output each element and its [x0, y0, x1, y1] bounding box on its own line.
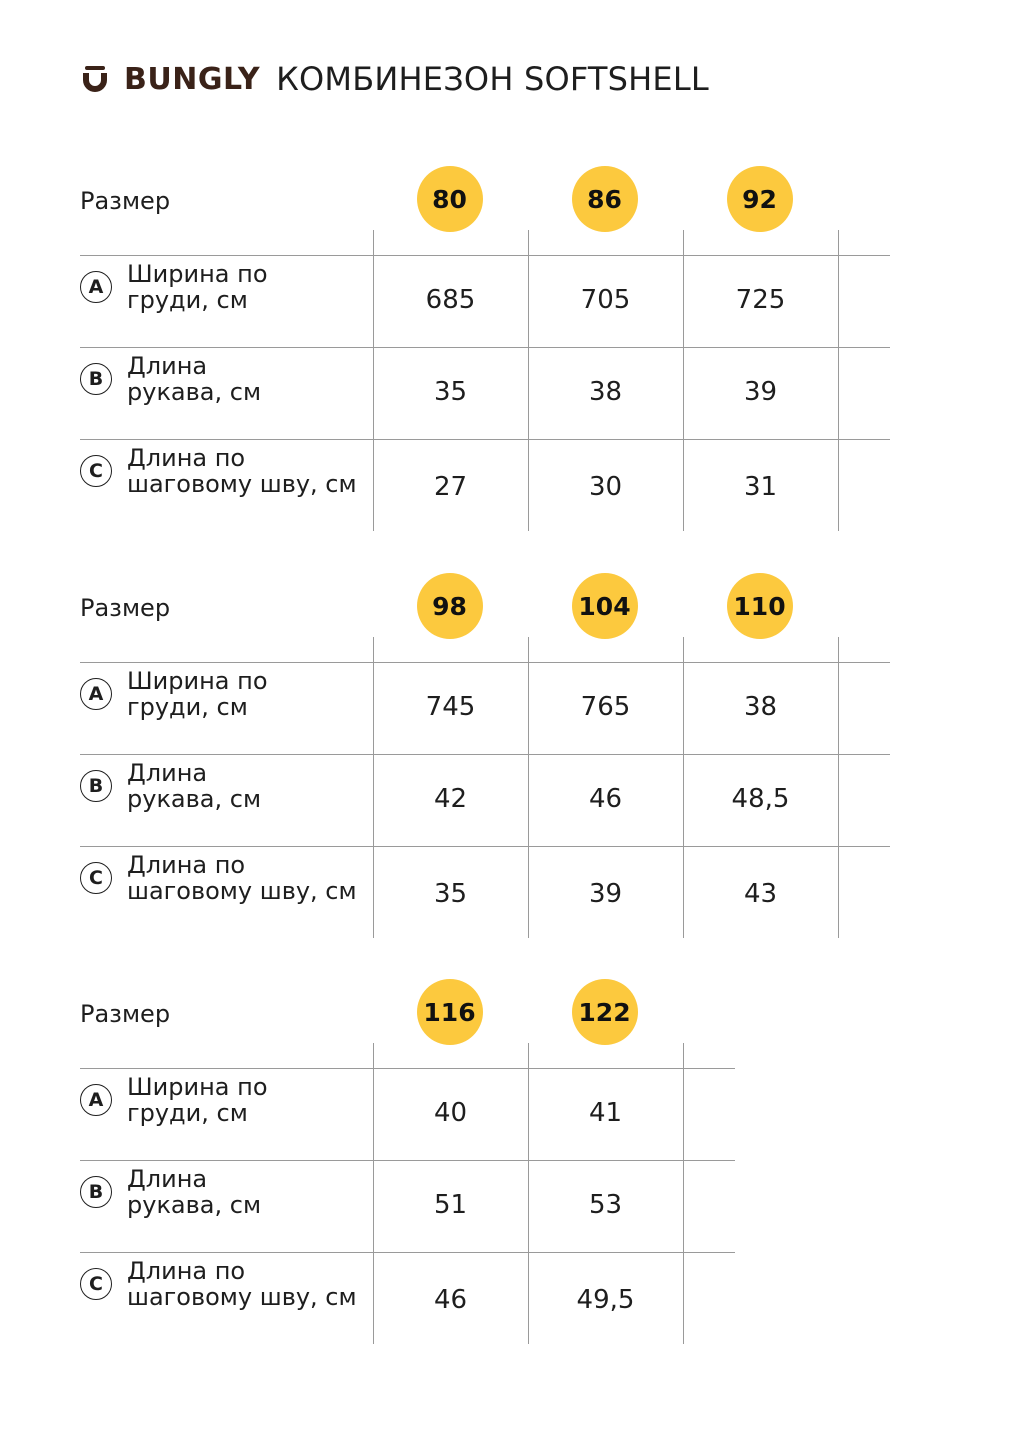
size-table-2 [80, 573, 930, 953]
grid-vline [838, 637, 839, 938]
row-label: Длина рукава, см [127, 352, 262, 406]
grid-hline [80, 1068, 735, 1069]
table-cell: 31 [743, 472, 778, 502]
row-label: Ширина по груди, см [127, 260, 268, 314]
row-marker-b: B [80, 1176, 112, 1208]
grid-hline [80, 255, 890, 256]
row-label: Длина по шаговому шву, см [127, 851, 357, 905]
row-marker-c: C [80, 862, 112, 894]
row-label: Ширина по груди, см [127, 1073, 268, 1127]
row-label: Длина рукава, см [127, 759, 262, 813]
row-label: Длина по шаговому шву, см [127, 444, 357, 498]
row-label: Длина рукава, см [127, 1165, 262, 1219]
grid-hline [80, 1252, 735, 1253]
grid-hline [80, 754, 890, 755]
smile-cup-icon [80, 64, 110, 94]
size-badge: 122 [572, 979, 638, 1045]
grid-hline [80, 846, 890, 847]
row-marker-a: A [80, 271, 112, 303]
size-badge: 110 [727, 573, 793, 639]
size-table-3 [80, 979, 930, 1359]
row-marker-b: B [80, 363, 112, 395]
table-cell: 27 [433, 472, 468, 502]
table-cell: 48,5 [731, 784, 790, 814]
table-cell: 685 [425, 285, 476, 315]
grid-vline [683, 1043, 684, 1344]
row-marker-a: A [80, 678, 112, 710]
page-header [80, 56, 709, 102]
table-cell: 46 [433, 1285, 468, 1315]
size-table-1 [80, 166, 930, 546]
brand-name: BUNGLY [124, 61, 261, 97]
table-cell: 705 [580, 285, 631, 315]
table-cell: 49,5 [576, 1285, 635, 1315]
row-marker-b: B [80, 770, 112, 802]
table-cell: 35 [433, 377, 468, 407]
table-cell: 39 [588, 879, 623, 909]
table-cell: 725 [735, 285, 786, 315]
grid-hline [80, 439, 890, 440]
table-cell: 40 [433, 1098, 468, 1128]
row-label: Длина по шаговому шву, см [127, 1257, 357, 1311]
table-cell: 30 [588, 472, 623, 502]
table-cell: 35 [433, 879, 468, 909]
grid-hline [80, 662, 890, 663]
size-badge: 92 [727, 166, 793, 232]
table-cell: 765 [580, 692, 631, 722]
table-cell: 43 [743, 879, 778, 909]
grid-vline [838, 230, 839, 531]
row-label: Ширина по груди, см [127, 667, 268, 721]
table-cell: 39 [743, 377, 778, 407]
size-badge: 86 [572, 166, 638, 232]
page-title: КОМБИНЕЗОН SOFTSHELL [276, 60, 709, 98]
grid-hline [80, 347, 890, 348]
table-cell: 51 [433, 1190, 468, 1220]
size-badge: 80 [417, 166, 483, 232]
table-cell: 41 [588, 1098, 623, 1128]
row-marker-a: A [80, 1084, 112, 1116]
table-cell: 38 [588, 377, 623, 407]
size-badge: 116 [417, 979, 483, 1045]
grid-hline [80, 1160, 735, 1161]
size-badge: 104 [572, 573, 638, 639]
table-cell: 42 [433, 784, 468, 814]
size-header-label: Размер [80, 1000, 171, 1028]
table-cell: 46 [588, 784, 623, 814]
size-header-label: Размер [80, 594, 171, 622]
table-cell: 53 [588, 1190, 623, 1220]
size-badge: 98 [417, 573, 483, 639]
row-marker-c: C [80, 455, 112, 487]
size-header-label: Размер [80, 187, 171, 215]
row-marker-c: C [80, 1268, 112, 1300]
table-cell: 745 [425, 692, 476, 722]
table-cell: 38 [743, 692, 778, 722]
